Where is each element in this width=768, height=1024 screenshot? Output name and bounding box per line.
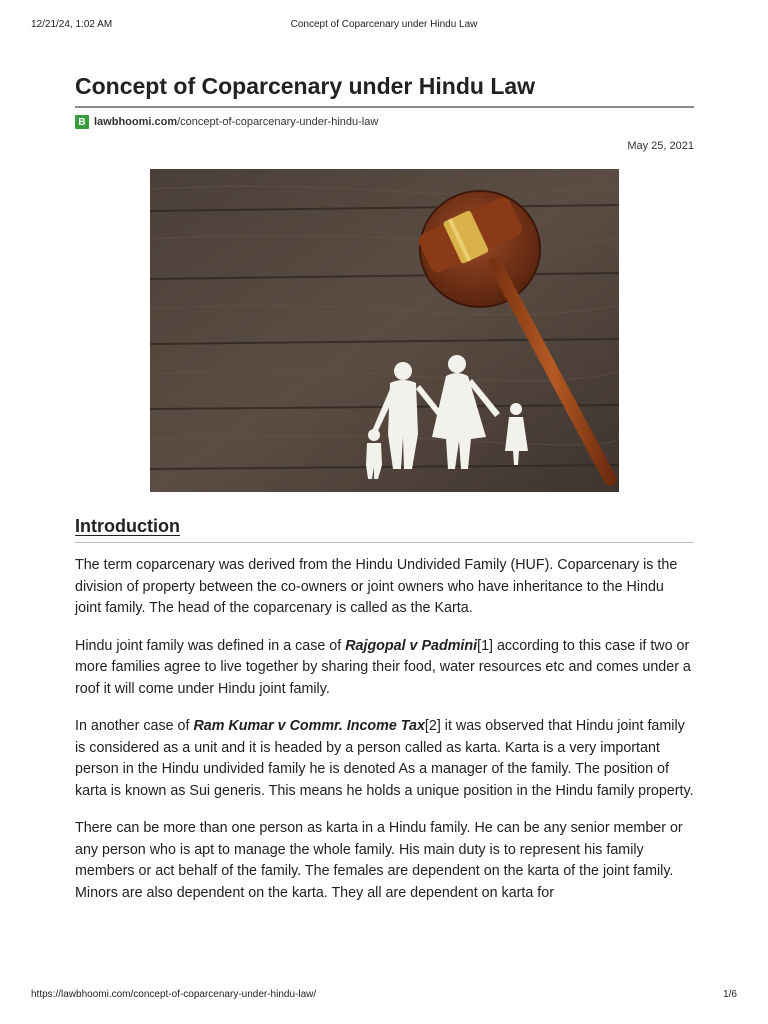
case-name-ram-kumar: Ram Kumar v Commr. Income Tax (193, 718, 425, 734)
print-footer (31, 989, 737, 1003)
introduction-section (75, 515, 694, 904)
article (75, 70, 694, 920)
source-path: /concept-of-coparcenary-under-hindu-law (177, 116, 379, 128)
paragraph-3-text: In another case of (75, 718, 194, 734)
page-number: 1/6 (723, 989, 737, 1000)
case-name-rajgopal: Rajgopal v Padmini (345, 637, 478, 654)
section-heading: Introduction (75, 515, 694, 543)
paragraph-4: There can be more than one person as karta in a Hindu family. He can be any senior member or any person who is apt to manage the whole family. His main duty is to represent his family members or act behalf of the family. The females are dependent on the karta of the joint family. Minors are also dependent on the karta. They all are dependent on karta for (75, 820, 683, 901)
paragraph-3 (75, 716, 694, 802)
print-url: https://lawbhoomi.com/concept-of-coparcenary-under-hindu-law/ (31, 989, 317, 1000)
source-line (75, 114, 694, 130)
site-favicon-icon: B (75, 115, 89, 129)
paragraph-3-text-cont: [2] it was observed that Hindu joint family is considered as a unit and it is headed by a person called as karta. Karta is a very important person in the Hindu undivided family he is denoted As a manager of the family. The position of karta is known as Sui generis. This means he holds a unique position in the Hindu family property. (75, 718, 694, 799)
paragraph-1: The term coparcenary was derived from the Hindu Undivided Family (HUF). Coparcenary is the division of property between the co-owners or joint owners who have inheritance to the Hindu joint family. The head of the coparcenary is called as the Karta. (75, 557, 678, 616)
paragraph-2-text-cont: [1] according to this case if two or more families agree to live together by sharing their food, water resources etc and comes under a roof it will come under Hindu joint family. (75, 637, 691, 697)
source-link[interactable] (94, 116, 378, 128)
source-domain: lawbhoomi.com (94, 116, 178, 128)
print-header (31, 19, 737, 33)
paragraph-2 (75, 636, 694, 701)
print-page-title: Concept of Coparcenary under Hindu Law (290, 19, 478, 30)
print-datetime: 12/21/24, 1:02 AM (31, 19, 113, 30)
hero-image-container (75, 169, 694, 492)
post-date: May 25, 2021 (627, 140, 694, 152)
article-title: Concept of Coparcenary under Hindu Law (75, 70, 694, 108)
paragraph-2-text: Hindu joint family was defined in a case of (75, 637, 346, 654)
hero-image (150, 169, 619, 492)
